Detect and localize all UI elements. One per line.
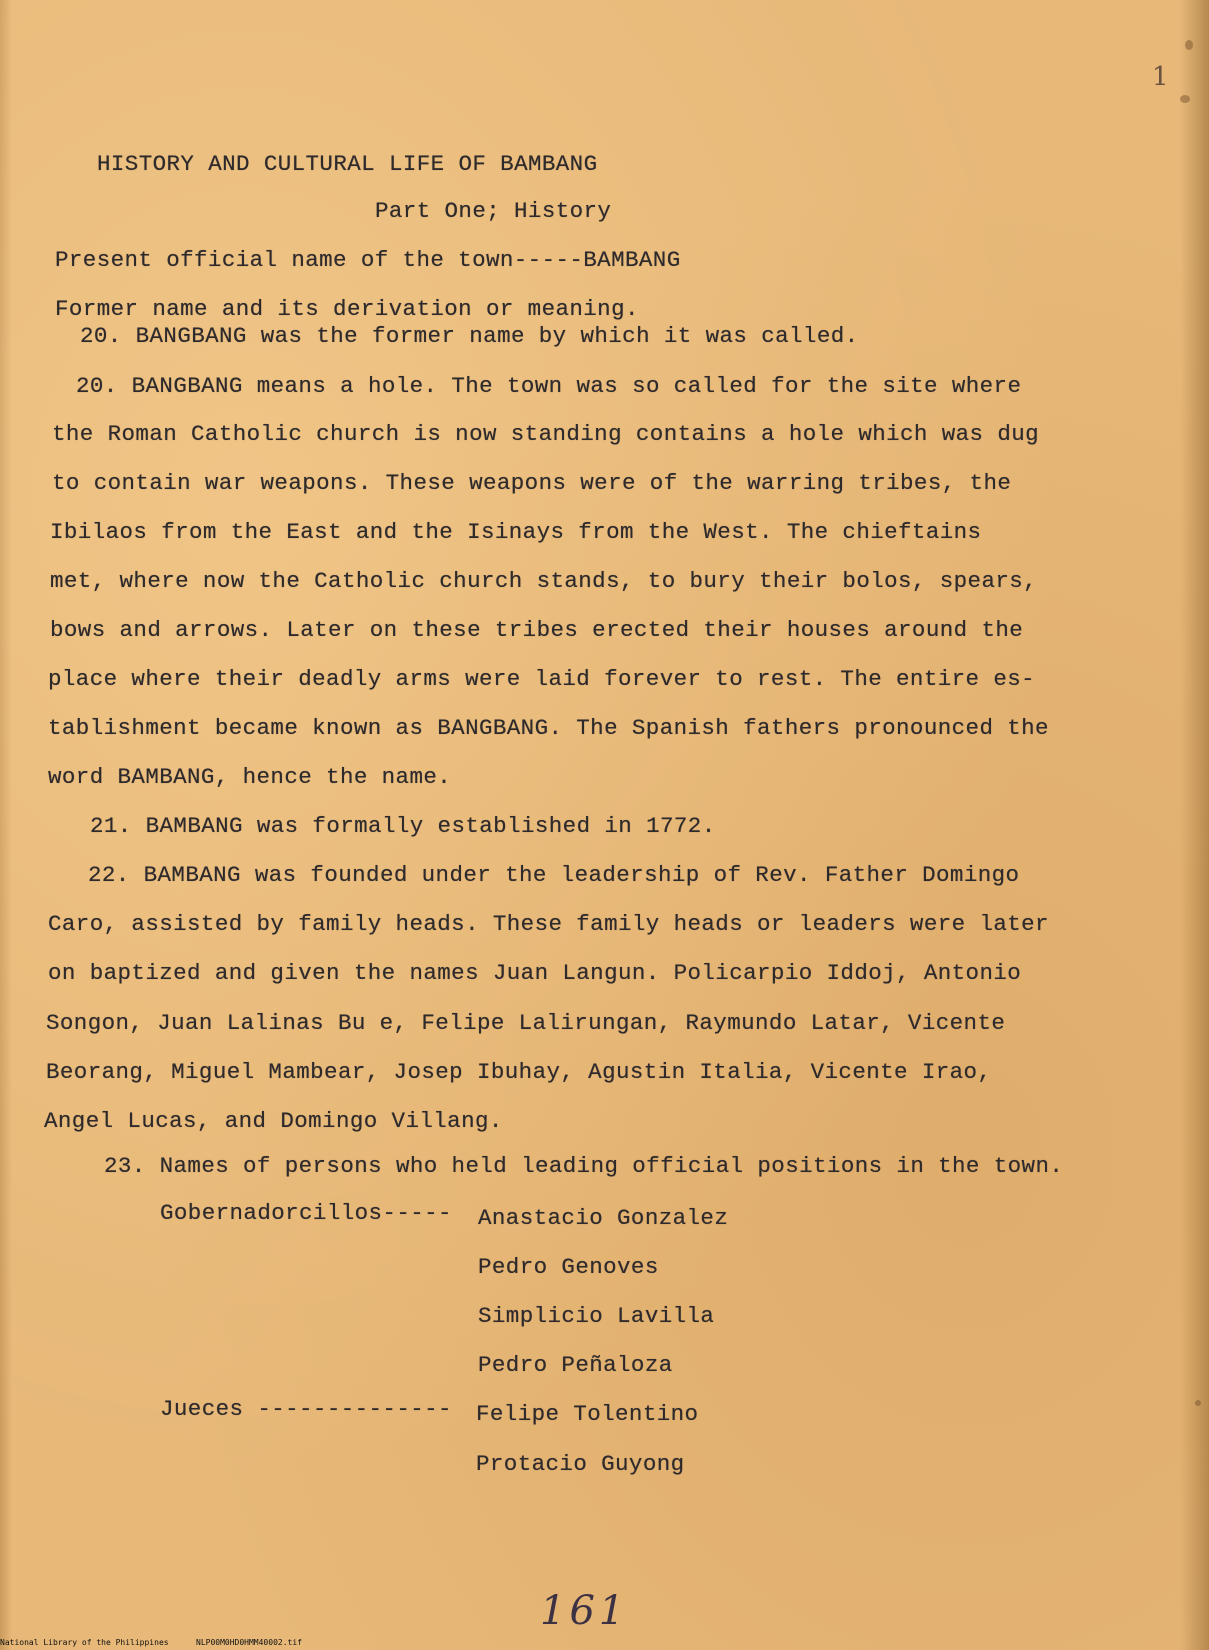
stain-spot xyxy=(1180,95,1190,103)
text-line: on baptized and given the names Juan Langun. Policarpio Iddoj, Antonio xyxy=(48,960,1022,986)
text-line: Ibilaos from the East and the Isinays from the West. The chieftains xyxy=(50,519,982,545)
text-line: place where their deadly arms were laid forever to rest. The entire es- xyxy=(48,666,1036,692)
text-line: 23. Names of persons who held leading official positions in the town. xyxy=(104,1153,1064,1179)
official-name: Pedro Peñaloza xyxy=(478,1352,673,1378)
official-name: Simplicio Lavilla xyxy=(478,1303,715,1329)
official-name: Protacio Guyong xyxy=(476,1451,685,1477)
text-line: Angel Lucas, and Domingo Villang. xyxy=(44,1108,503,1134)
document-title: HISTORY AND CULTURAL LIFE OF BAMBANG xyxy=(97,151,598,177)
text-line: Songon, Juan Lalinas Bu e, Felipe Lalirungan, Raymundo Latar, Vicente xyxy=(46,1010,1006,1036)
handwritten-page-number: 161 xyxy=(540,1588,629,1634)
stain-spot xyxy=(1185,40,1193,50)
text-line: 20. BANGBANG means a hole. The town was so called for the site where xyxy=(76,373,1022,399)
text-line: 21. BAMBANG was formally established in 1772. xyxy=(90,813,716,839)
text-line: tablishment became known as BANGBANG. The Spanish fathers pronounced the xyxy=(48,715,1049,741)
text-line: met, where now the Catholic church stands, to bury their bolos, spears, xyxy=(50,568,1038,594)
text-line: 20. BANGBANG was the former name by which it was called. xyxy=(80,323,859,349)
text-line: bows and arrows. Later on these tribes erected their houses around the xyxy=(50,617,1024,643)
footer-library: National Library of the Philippines xyxy=(0,1638,169,1647)
text-line: Caro, assisted by family heads. These family heads or leaders were later xyxy=(48,911,1049,937)
officials-label: Jueces -------------- xyxy=(160,1396,452,1422)
text-line: Present official name of the town-----BAMBANG xyxy=(55,247,681,273)
officials-label: Gobernadorcillos----- xyxy=(160,1200,452,1226)
text-line: word BAMBANG, hence the name. xyxy=(48,764,452,790)
text-line: Beorang, Miguel Mambear, Josep Ibuhay, Agustin Italia, Vicente Irao, xyxy=(46,1059,992,1085)
official-name: Felipe Tolentino xyxy=(476,1401,699,1427)
text-line: 22. BAMBANG was founded under the leadership of Rev. Father Domingo xyxy=(88,862,1020,888)
text-line: the Roman Catholic church is now standing contains a hole which was dug xyxy=(52,421,1040,447)
official-name: Pedro Genoves xyxy=(478,1254,659,1280)
official-name: Anastacio Gonzalez xyxy=(478,1205,729,1231)
footer-filename: NLP00M0HD0HMM40002.tif xyxy=(196,1638,302,1647)
text-line: Former name and its derivation or meaning. xyxy=(55,296,639,322)
page-number: 1 xyxy=(1152,62,1169,92)
text-line: to contain war weapons. These weapons were of the warring tribes, the xyxy=(52,470,1012,496)
part-heading: Part One; History xyxy=(375,198,612,224)
stain-spot xyxy=(1195,1400,1201,1406)
